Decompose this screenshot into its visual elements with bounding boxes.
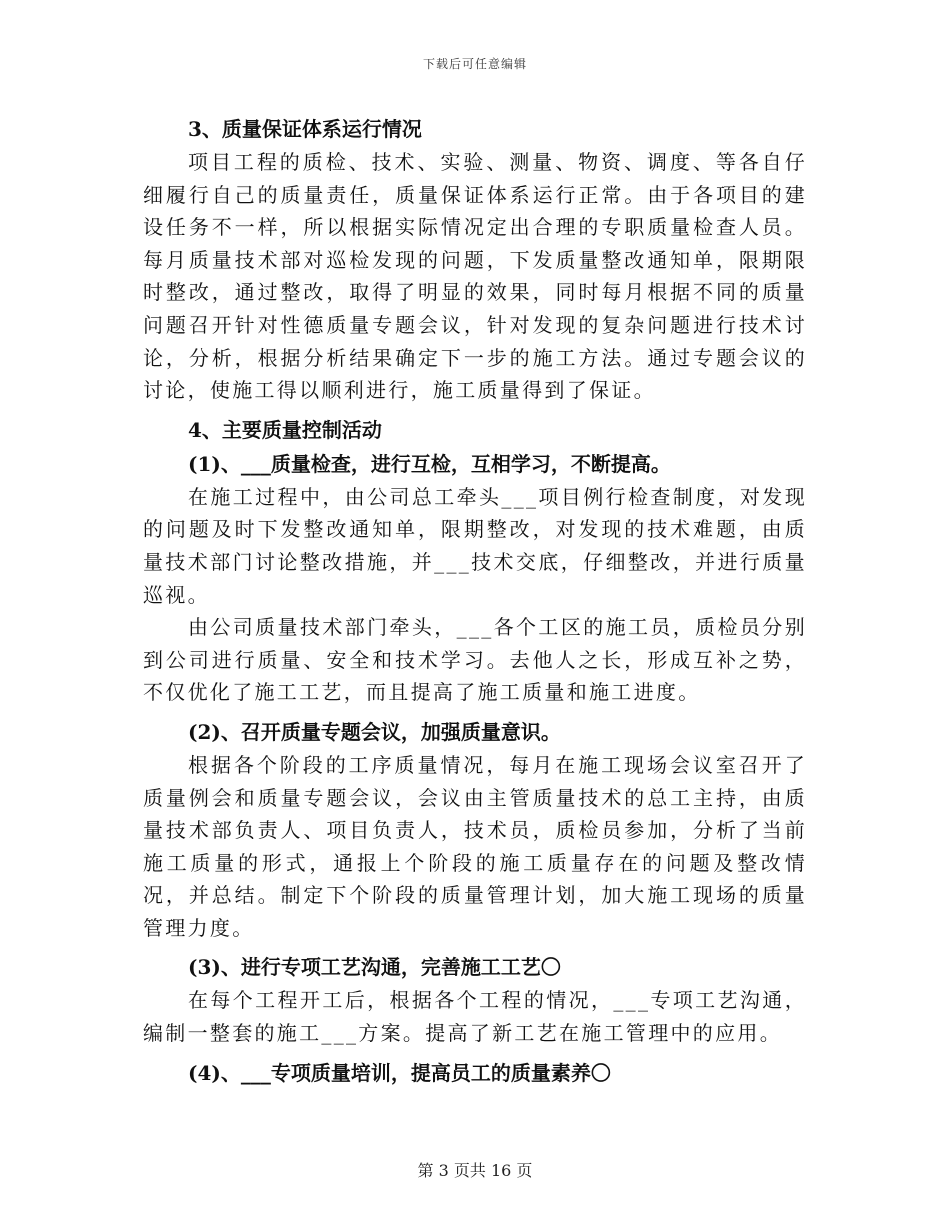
subheading-1: (1)、___质量检查，进行互检，互相学习，不断提高。 bbox=[188, 451, 671, 476]
page-number: 第 3 页共 16 页 bbox=[417, 1161, 533, 1180]
paragraph-process: 在每个工程开工后，根据各个工程的情况，___专项工艺沟通，编制一整套的施工___方案。提高了新工艺在施工管理中的应用。 bbox=[143, 988, 807, 1046]
document-body bbox=[143, 112, 807, 1090]
page-header: 下载后可任意编辑 bbox=[422, 57, 527, 71]
paragraph-training-exchange: 由公司质量技术部门牵头，___各个工区的施工员，质检员分别到公司进行质量、安全和技术学习。去他人之长，形成互补之势，不仅优化了施工工艺，而且提高了施工质量和施工进度。 bbox=[143, 615, 807, 705]
section-heading-4: 4、主要质量控制活动 bbox=[188, 417, 382, 442]
paragraph-quality-system: 项目工程的质检、技术、实验、测量、物资、调度、等各自仔细履行自己的质量责任，质量保证体系运行正常。由于各项目的建设任务不一样，所以根据实际情况定出合理的专职质量检查人员。每月质量技术部对巡检发现的问题，下发质量整改通知单，限期限时整改，通过整改，取得了明显的效果，同时每月根据不同的质量问题召开针对性德质量专题会议，针对发现的复杂问题进行技术讨论，分析，根据分析结果确定下一步的施工方法。通过专题会议的讨论，使施工得以顺利进行，施工质量得到了保证。 bbox=[143, 150, 807, 403]
section-heading-3: 3、质量保证体系运行情况 bbox=[188, 117, 422, 141]
subheading-3: (3)、进行专项工艺沟通，完善施工工艺〇 bbox=[188, 955, 561, 980]
paragraph-meetings: 根据各个阶段的工序质量情况，每月在施工现场会议室召开了质量例会和质量专题会议，会议由主管质量技术的总工主持，由质量技术部负责人、项目负责人，技术员，质检员参加，分析了当前施工质量的形式，通报上个阶段的施工质量存在的问题及整改情况，并总结。制定下个阶段的质量管理计划，加大施工现场的质量管理力度。 bbox=[143, 752, 807, 940]
paragraph-inspection: 在施工过程中，由公司总工牵头___项目例行检查制度，对发现的问题及时下发整改通知单，限期整改，对发现的技术难题，由质量技术部门讨论整改措施，并___技术交底，仔细整改，并进行质量巡视。 bbox=[143, 484, 807, 607]
subheading-4: (4)、___专项质量培训，提高员工的质量素养〇 bbox=[188, 1060, 611, 1085]
subheading-2: (2)、召开质量专题会议，加强质量意识。 bbox=[188, 719, 561, 744]
